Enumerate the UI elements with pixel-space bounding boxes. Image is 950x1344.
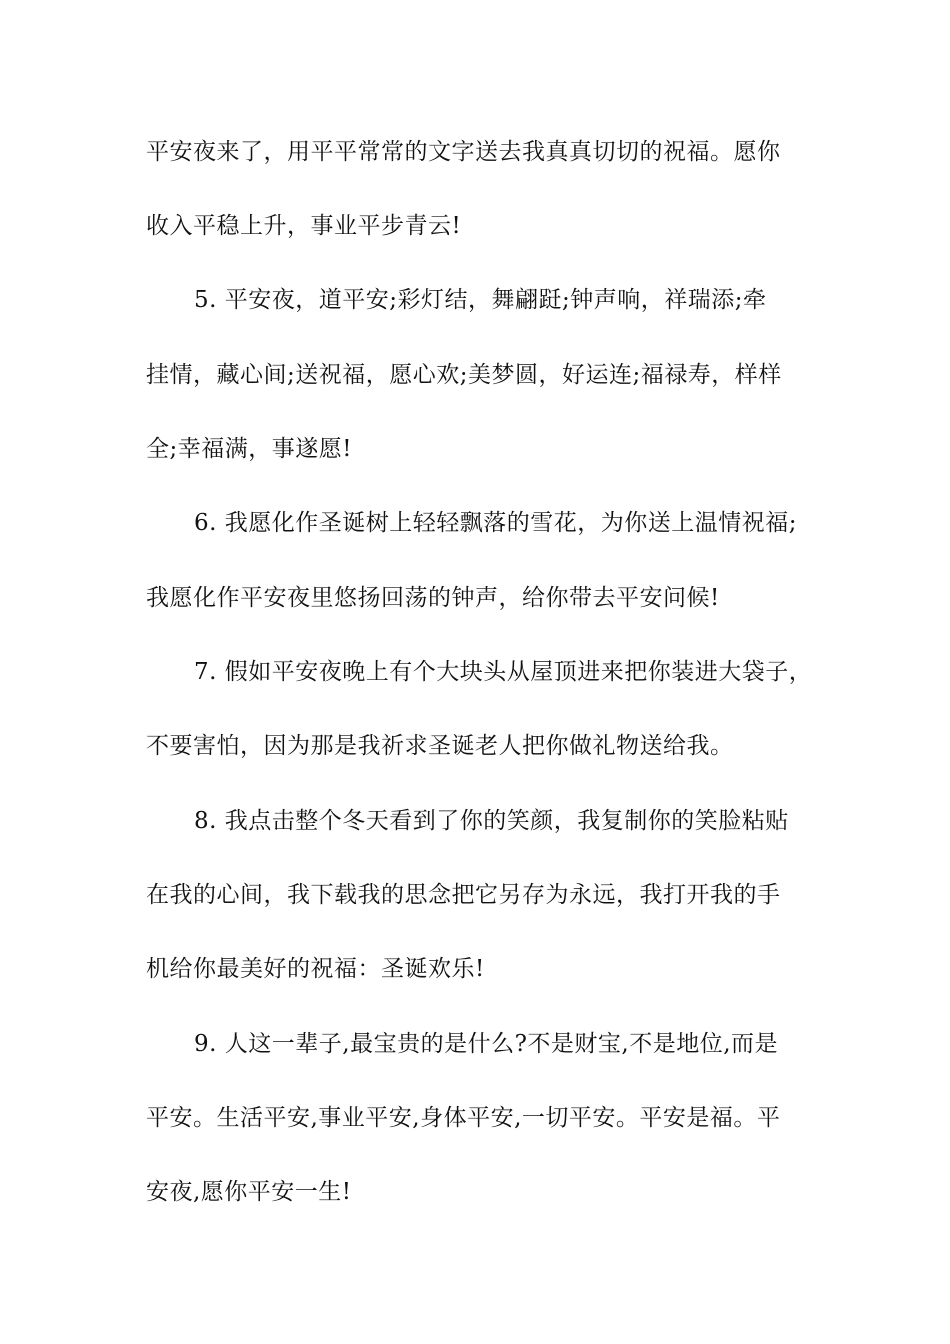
paragraph-6-line-1: 6. 我愿化作圣诞树上轻轻飘落的雪花，为你送上温情祝福; xyxy=(194,510,798,536)
paragraph-4-line-1: 平安夜来了，用平平常常的文字送去我真真切切的祝福。愿你 xyxy=(146,139,781,165)
paragraph-8-line-1: 8. 我点击整个冬天看到了你的笑颜，我复制你的笑脸粘贴 xyxy=(194,808,789,834)
paragraph-5-line-1: 5. 平安夜，道平安;彩灯结，舞翩跹;钟声响，祥瑞添;牵 xyxy=(194,287,767,313)
paragraph-9-line-2: 平安。生活平安,事业平安,身体平安,一切平安。平安是福。平 xyxy=(146,1105,781,1131)
paragraph-8-line-3: 机给你最美好的祝福：圣诞欢乐! xyxy=(146,956,485,982)
paragraph-5-line-2: 挂情，藏心间;送祝福，愿心欢;美梦圆，好运连;福禄寿，样样 xyxy=(146,362,782,388)
paragraph-7-line-1: 7. 假如平安夜晚上有个大块头从屋顶进来把你装进大袋子， xyxy=(194,659,813,685)
paragraph-9-line-1: 9. 人这一辈子,最宝贵的是什么?不是财宝,不是地位,而是 xyxy=(194,1031,779,1057)
paragraph-8-line-2: 在我的心间，我下载我的思念把它另存为永远，我打开我的手 xyxy=(146,882,781,908)
paragraph-5-line-3: 全;幸福满，事遂愿! xyxy=(146,436,352,462)
paragraph-4-line-2: 收入平稳上升，事业平步青云! xyxy=(146,213,462,239)
paragraph-9-line-3: 安夜,愿你平安一生! xyxy=(146,1179,352,1205)
paragraph-7-line-2: 不要害怕，因为那是我祈求圣诞老人把你做礼物送给我。 xyxy=(146,733,734,759)
paragraph-6-line-2: 我愿化作平安夜里悠扬回荡的钟声，给你带去平安问候! xyxy=(146,585,720,611)
